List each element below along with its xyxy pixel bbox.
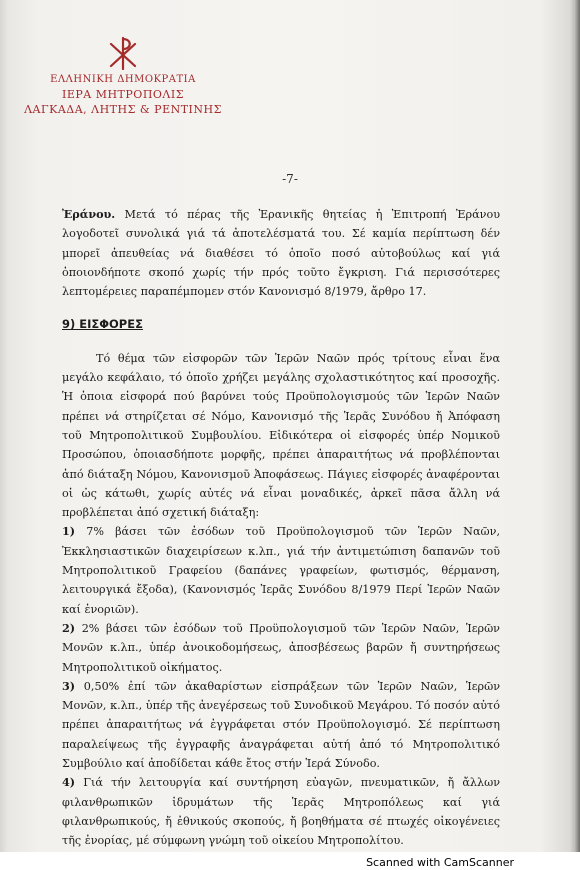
intro-bold-word: Ἐράνου. <box>62 207 116 221</box>
intro-text: Μετά τό πέρας τῆς Ἐρανικῆς θητείας ἡ Ἐπιτροπή Ἐράνου λογοδοτεῖ συνολικά γιά τά ἀποτελέσματά του. Σέ καμία περίπτωση δέν μπορεῖ ἀπευθείας νά διαθέσει τό ὁποῖο ποσό αὐτοβούλως καί γιά ὁποιονδήποτε σκοπό χωρίς τήν πρός τοῦτο ἔγκριση. Γιά περισσότερες λεπτομέρειες παραπέμπομεν στόν Κανονισμό 8/1979, ἄρθρο 17. <box>62 208 500 299</box>
list-item-4 <box>62 773 500 850</box>
list-item-number: 1) <box>62 524 76 539</box>
list-item-number: 3) <box>62 678 76 693</box>
body-paragraph: Τό θέμα τῶν εἰσφορῶν τῶν Ἱερῶν Ναῶν πρός τρίτους εἶναι ἕνα μεγάλο κεφάλαιο, τό ὁποῖο χρήζει μεγάλης σχολαστικότητος καί προσοχῆς. Ἡ ὁποια εἰσφορά πού βαρύνει τούς Προϋπολογισμούς τῶν Ἱερῶν Ναῶν πρέπει νά στηρίζεται σέ Νόμο, Κανονισμό τῆς Ἱερᾶς Συνόδου ἤ Ἀπόφαση τοῦ Μητροπολιτικοῦ Συμβουλίου. Εἰδικότερα οἱ εἰσφορές ὑπέρ Νομικοῦ Προσώπου, ὁποιασδήποτε μορφῆς, πρέπει ἀπαραιτήτως νά προβλέπονται ἀπό διάταξη Νόμου, Κανονισμοῦ Ἀποφάσεως. Πάγιες εἰσφορές ἀναφέρονται οἱ ὡς κάτωθι, χωρίς αὐτές νά εἶναι μοναδικές, ἀρκεῖ πᾶσα ἄλλη νά προβλέπεται ἀπό σχετική διάταξη: <box>62 351 500 520</box>
list-item-1 <box>62 522 500 618</box>
list-item-text: 2% βάσει τῶν ἐσόδων τοῦ Προϋπολογισμοῦ τῶν Ἱερῶν Ναῶν, Ἱερῶν Μονῶν κ.λπ., ὑπέρ ἀνοικοδομήσεως, ἀποσβέσεως βαρῶν ἤ συντηρήσεως Μητροπολιτικοῦ οἰκήματος. <box>62 621 500 674</box>
list-item-number: 4) <box>62 775 76 790</box>
page-number: -7- <box>282 172 298 186</box>
intro-paragraph <box>62 205 500 301</box>
list-item-text: Γιά τήν λειτουργία καί συντήρηση εὐαγῶν, πνευματικῶν, ἤ ἄλλων φιλανθρωπικῶν ἱδρυμάτων τῆς Ἱερᾶς Μητροπόλεως καί γιά φιλανθρωπικούς, ἤ ἐθνικούς σκοπούς, ἤ βοηθήματα σέ πτωχές οἰκογένειες τῆς ἐνορίας, μέ σύμφωνη γνώμη τοῦ οἰκείου Μητροπολίτου. <box>62 776 500 848</box>
section-title: 9) ΕΙΣΦΟΡΕΣ <box>62 317 143 332</box>
list-item-2 <box>62 619 500 677</box>
letterhead-line-3: ΛΑΓΚΑΔΑ, ΛΗΤΗΣ & ΡΕΝΤΙΝΗΣ <box>24 103 222 116</box>
letterhead-line-1: ΕΛΛΗΝΙΚΗ ΔΗΜΟΚΡΑΤΙΑ <box>50 74 196 85</box>
list-item-text: 7% βάσει τῶν ἐσόδων τοῦ Προϋπολογισμοῦ τῶν Ἱερῶν Ναῶν, Ἐκκλησιαστικῶν διαχειρίσεων κ.λπ., γιά τήν ἀντιμετώπιση δαπανῶν τοῦ Μητροπολιτικοῦ Γραφείου (δαπάνες γραφείων, φωτισμός, θέρμανση, λειτουργικά ἔξοδα), (Κανονισμός Ἱερᾶς Συνόδου 8/1979 Περί Ἱερῶν Ναῶν καί ἐνοριῶν). <box>62 525 500 616</box>
letterhead-line-2: ΙΕΡΑ ΜΗΤΡΟΠΟΛΙΣ <box>61 88 184 101</box>
letterhead <box>18 36 228 117</box>
list-item-text: 0,50% ἐπί τῶν ἀκαθαρίστων εἰσπράξεων τῶν Ἱερῶν Ναῶν, Ἱερῶν Μονῶν, κ.λπ., ὑπέρ τῆς ἀνεγέρσεως τοῦ Συνοδικοῦ Μεγάρου. Τό ποσόν αὐτό πρέπει ἀπαραιτήτως νά ἐγγράφεται στόν Προϋπολογισμό. Σέ περίπτωση παραλείψεως τῆς ἐγγραφῆς ἀναγράφεται αὐτή ἀπό τό Μητροπολιτικό Συμβούλιο καί ἀποδίδεται κάθε ἔτος στήν Ἱερά Σύνοδο. <box>62 679 500 771</box>
document-body <box>62 205 500 851</box>
chi-rho-icon <box>103 36 143 70</box>
list-item-number: 2) <box>62 620 76 635</box>
paper-edge-shadow <box>574 0 580 852</box>
list-item-3 <box>62 677 500 773</box>
scanner-watermark: Scanned with CamScanner <box>366 856 514 869</box>
